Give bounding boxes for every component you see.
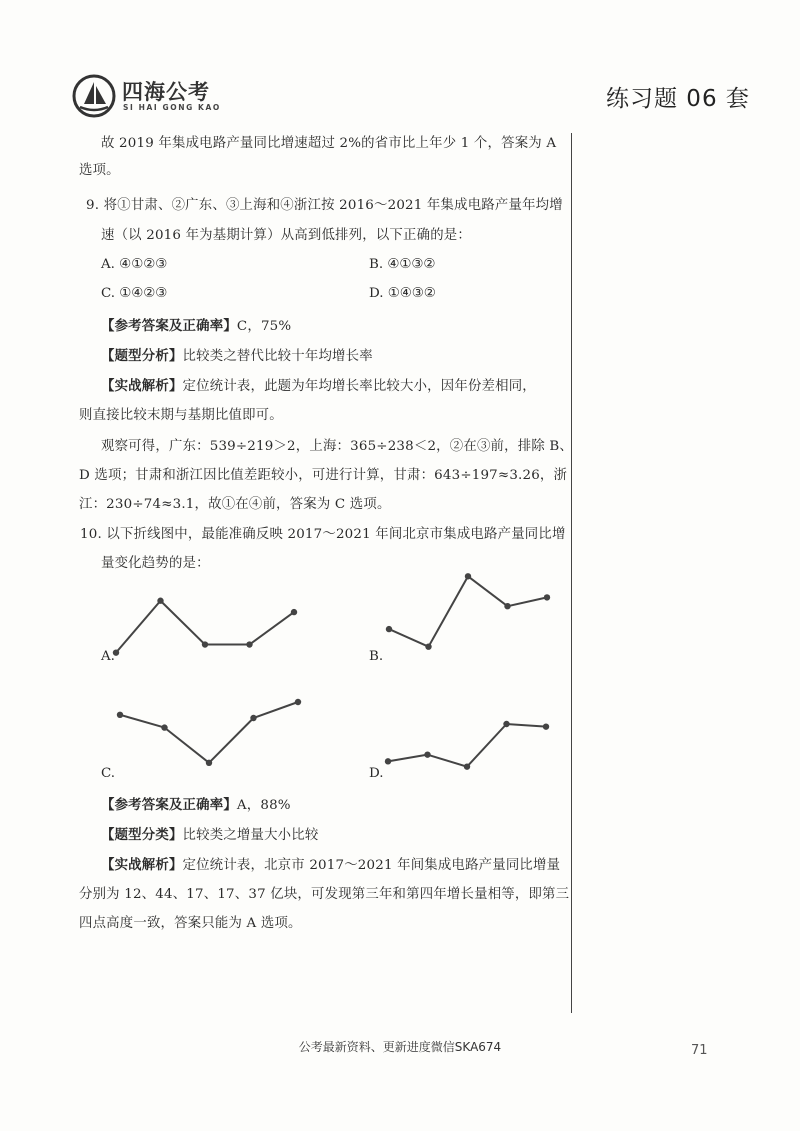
chart-b-segment-3 (468, 576, 508, 606)
chart-label-c: C. (101, 766, 116, 781)
chart-d-point-3 (464, 763, 470, 769)
set-title: 练习题 06 套 (606, 86, 750, 112)
prev-line-2: 选项。 (79, 163, 120, 178)
chart-b-point-1 (386, 626, 392, 632)
q9-stem-line-1: 9. 将①甘肃、②广东、③上海和④浙江按 2016～2021 年集成电路产量年均增 (86, 198, 563, 213)
chart-b-point-2 (425, 643, 431, 649)
q9-option-b: B. ④①③② (369, 257, 436, 272)
chart-b-point-4 (504, 603, 510, 609)
logo-english-text: SI HAI GONG KAO (123, 103, 221, 112)
q9-option-a: A. ④①②③ (101, 257, 168, 272)
chart-label-a: A. (101, 649, 115, 664)
q10-type (101, 825, 587, 847)
chart-c-segment-3 (209, 718, 254, 763)
footer-note: 公考最新资料、更新进度微信SKA674 (298, 1040, 502, 1054)
chart-a-point-5 (291, 609, 297, 615)
q10-answer-label: 【参考答案及正确率】 (101, 798, 237, 813)
line-chart-c (114, 688, 304, 780)
q9-observe-line-1: 观察可得，广东：539÷219＞2，上海：365÷238＜2，②在③前，排除 B、 (101, 439, 573, 454)
q9-option-c: C. ①④②③ (101, 286, 168, 301)
chart-c-segment-2 (165, 728, 210, 763)
q10-type-value: 比较类之增量大小比较 (182, 828, 319, 843)
logo-chinese-text: 四海公考 (122, 80, 210, 104)
chart-label-d: D. (369, 766, 384, 781)
q10-answer-value: A，88% (236, 798, 291, 813)
chart-b-segment-1 (389, 629, 429, 647)
q10-analysis-line-1: 定位统计表，北京市 2017～2021 年间集成电路产量同比增量 (182, 858, 561, 873)
chart-d-segment-4 (507, 724, 547, 727)
q10-answer (101, 795, 587, 817)
chart-b-segment-4 (508, 597, 548, 606)
q9-answer (101, 316, 587, 338)
chart-c-point-5 (295, 699, 301, 705)
q9-type-value: 比较类之替代比较十年均增长率 (182, 349, 373, 364)
chart-a-segment-1 (116, 601, 161, 653)
sailboat-logo-icon (72, 74, 116, 118)
q10-stem-line-1: 10. 以下折线图中，最能准确反映 2017～2021 年间北京市集成电路产量同比增 (80, 527, 566, 542)
line-chart-b (383, 565, 553, 665)
chart-a-point-3 (202, 641, 208, 647)
chart-d-point-5 (543, 723, 549, 729)
q9-type-label: 【题型分析】 (101, 349, 183, 364)
chart-c-point-1 (117, 712, 123, 718)
q9-stem-line-2: 速（以 2016 年为基期计算）从高到低排列，以下正确的是： (101, 228, 471, 243)
chart-c-point-4 (250, 715, 256, 721)
chart-c-point-2 (161, 724, 167, 730)
line-chart-d (382, 710, 552, 782)
page-number: 71 (691, 1043, 708, 1058)
q9-analysis (101, 376, 587, 398)
chart-a-segment-2 (161, 601, 206, 645)
line-chart-a (110, 585, 300, 670)
chart-a-point-4 (246, 641, 252, 647)
logo (72, 74, 242, 118)
q9-analysis-line-1: 定位统计表，此题为年均增长率比较大小，因年份差相同， (182, 379, 536, 394)
q10-analysis (101, 855, 587, 877)
q9-option-d: D. ①④③② (369, 286, 436, 301)
chart-d-segment-2 (428, 755, 468, 767)
chart-d-segment-3 (467, 724, 507, 767)
q9-analysis-line-2: 则直接比较末期与基期比值即可。 (79, 408, 283, 423)
chart-a-segment-4 (250, 612, 295, 644)
chart-b-point-5 (544, 594, 550, 600)
prev-line-1: 故 2019 年集成电路产量同比增速超过 2%的省市比上年少 1 个，答案为 A (101, 136, 557, 151)
q10-analysis-label: 【实战解析】 (101, 858, 183, 873)
chart-d-point-2 (424, 751, 430, 757)
q9-answer-value: C，75% (236, 319, 292, 334)
q10-type-label: 【题型分类】 (101, 828, 183, 843)
chart-c-segment-1 (120, 715, 165, 728)
q9-analysis-label: 【实战解析】 (101, 379, 183, 394)
chart-d-point-4 (503, 721, 509, 727)
q9-answer-label: 【参考答案及正确率】 (101, 319, 237, 334)
q10-stem-line-2: 量变化趋势的是： (101, 556, 210, 571)
q10-analysis-line-3: 四点高度一致，答案只能为 A 选项。 (79, 916, 302, 931)
chart-c-segment-4 (254, 702, 299, 718)
chart-a-point-2 (157, 598, 163, 604)
q10-analysis-line-2: 分别为 12、44、17、17、37 亿块，可发现第三年和第四年增长量相等，即第三 (79, 887, 570, 902)
chart-c-point-3 (206, 760, 212, 766)
chart-b-segment-2 (429, 576, 469, 646)
chart-b-point-3 (465, 573, 471, 579)
chart-label-b: B. (369, 649, 384, 664)
q9-type (101, 346, 587, 368)
q9-observe-line-3: 江：230÷74≈3.1，故①在④前，答案为 C 选项。 (79, 497, 391, 512)
q9-observe-line-2: D 选项；甘肃和浙江因比值差距较小，可进行计算，甘肃：643÷197≈3.26，浙 (79, 468, 568, 483)
chart-d-segment-1 (388, 755, 428, 762)
chart-d-point-1 (385, 758, 391, 764)
